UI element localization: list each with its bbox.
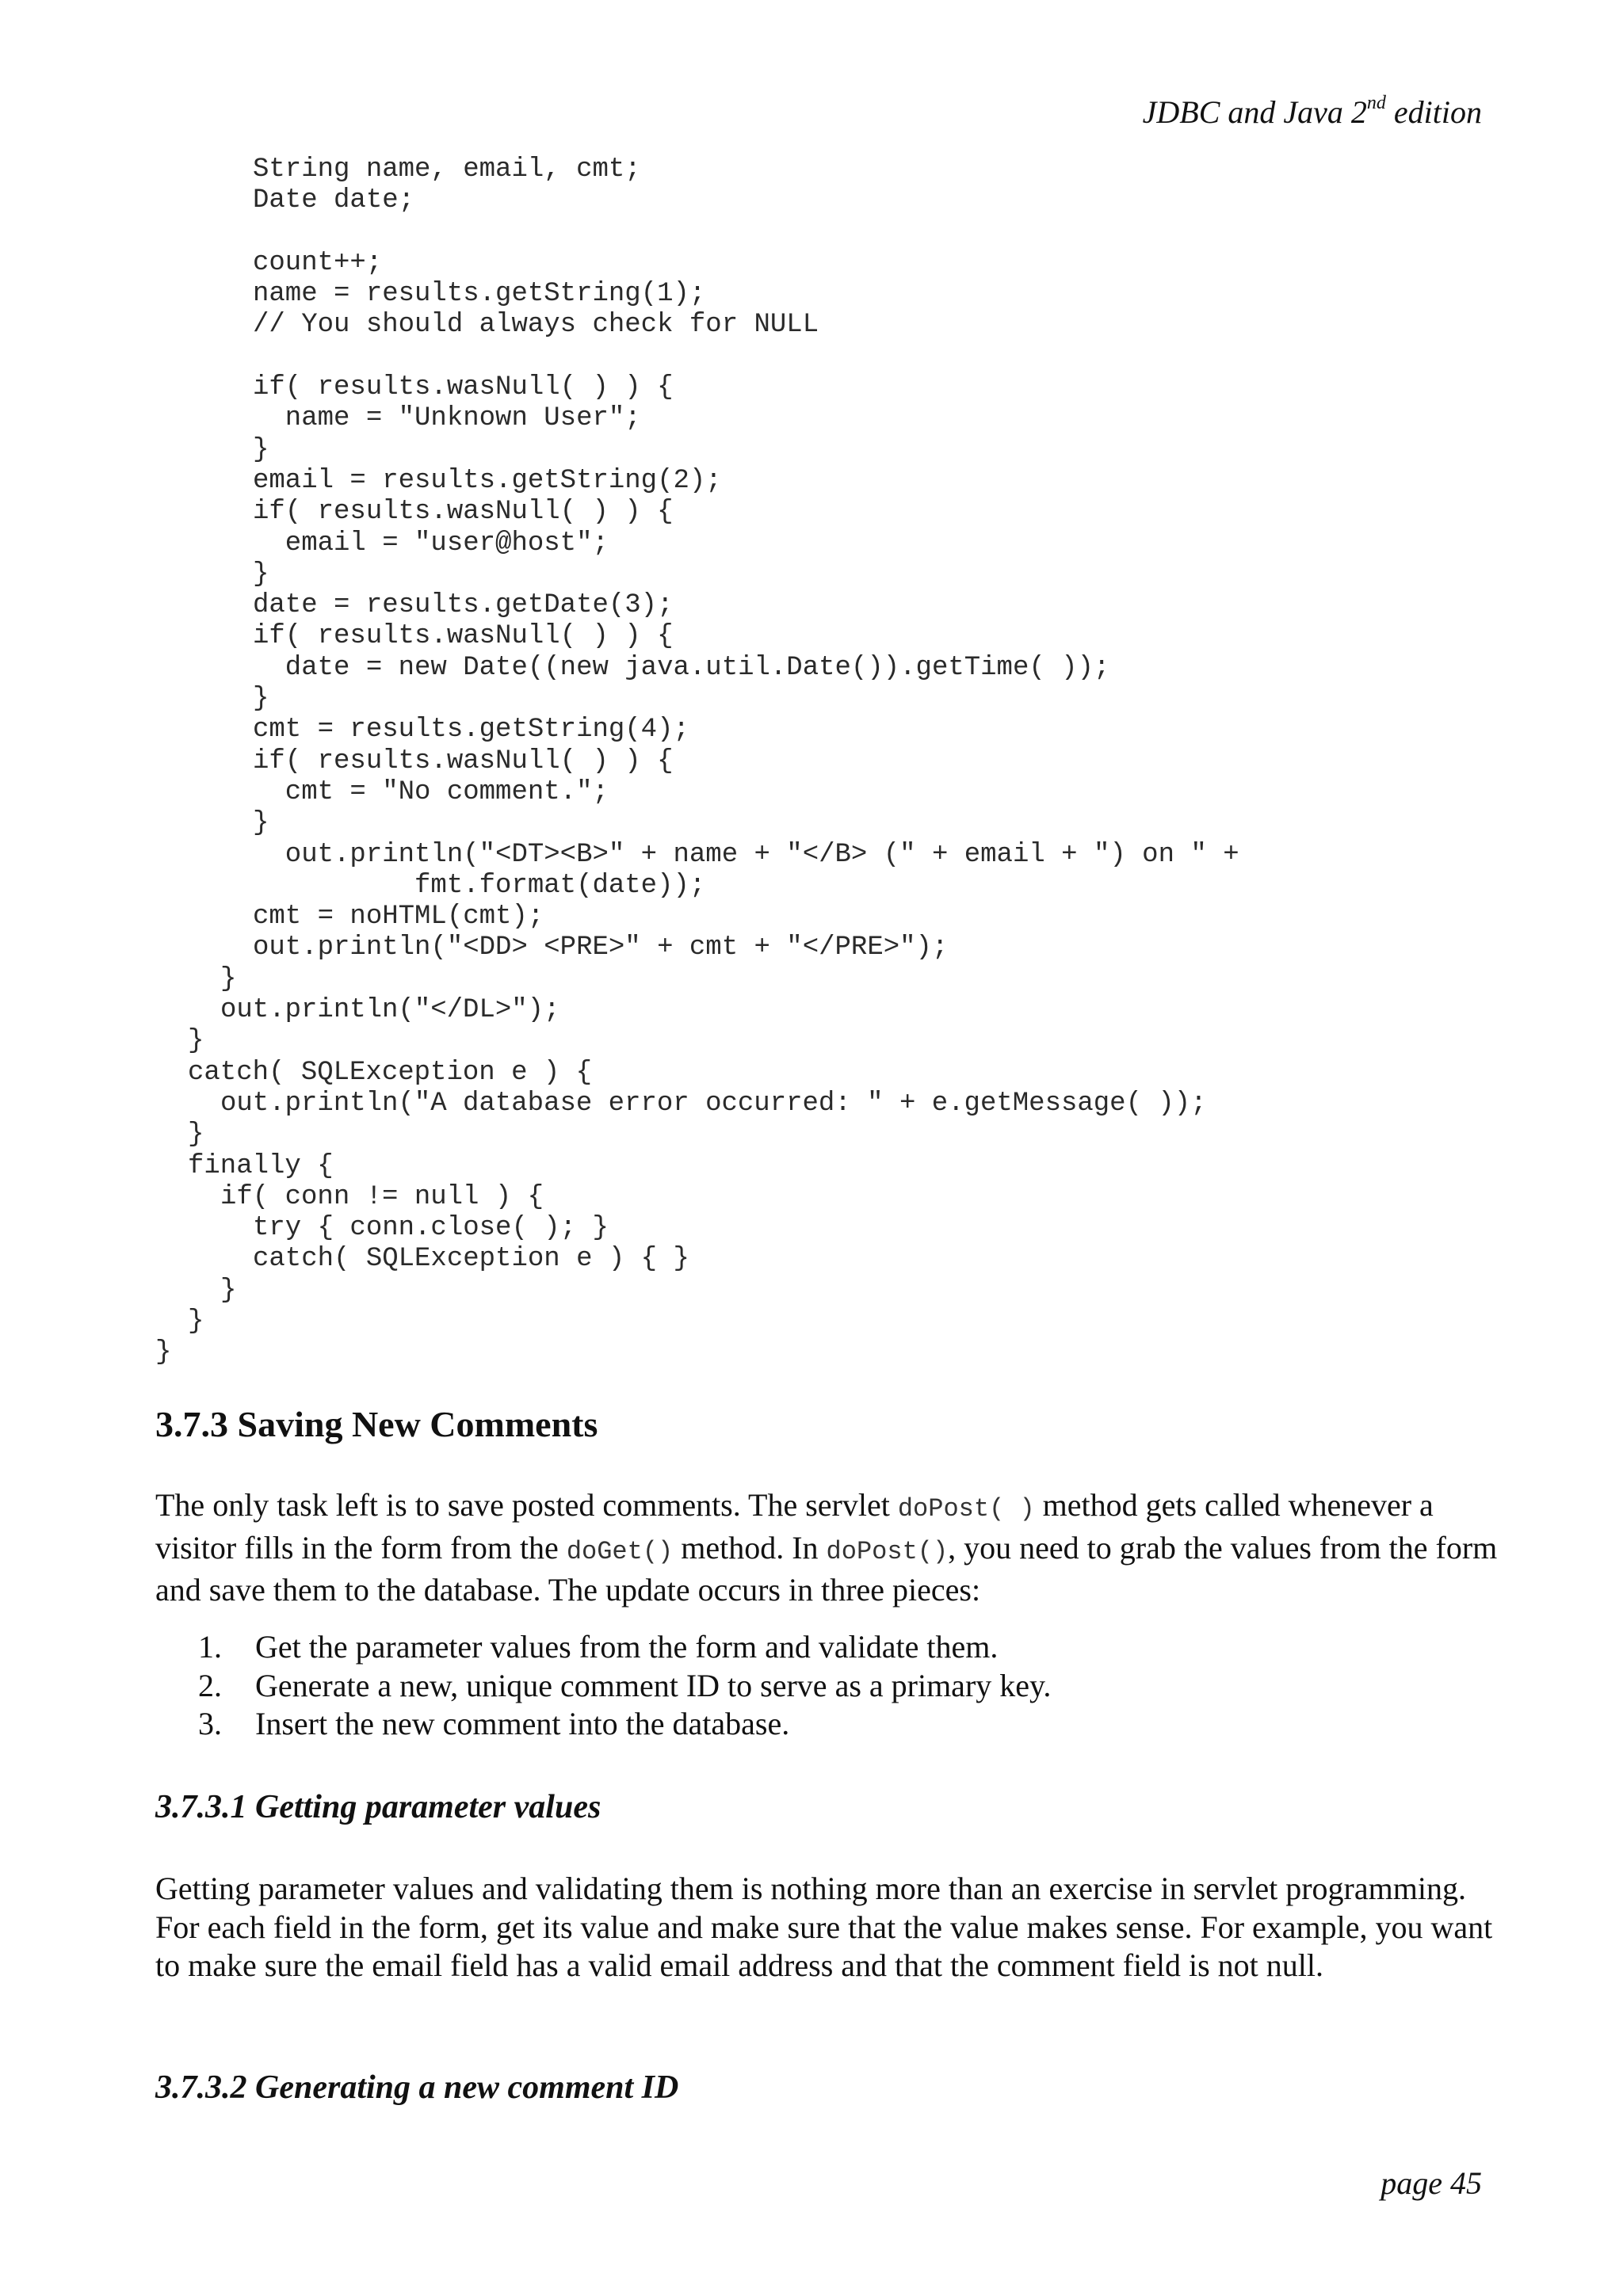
- list-item-text: Get the parameter values from the form and validate them.: [255, 1629, 999, 1665]
- code-line: }: [220, 1275, 237, 1306]
- code-line: cmt = results.getString(4);: [253, 715, 689, 746]
- subsection-heading: 3.7.3.2 Generating a new comment ID: [155, 2069, 679, 2106]
- paragraph-text: method gets called whenever a visitor fills in the form from the: [155, 1487, 1434, 1566]
- code-line: finally {: [188, 1150, 334, 1181]
- code-line: }: [253, 559, 269, 589]
- code-line: try { conn.close( ); }: [253, 1213, 609, 1244]
- list-item: [198, 1628, 1051, 1667]
- code-line: }: [253, 434, 269, 465]
- list-item-text: Generate a new, unique comment ID to serve as a primary key.: [255, 1667, 1052, 1703]
- code-line: if( results.wasNull( ) ) {: [253, 746, 674, 776]
- code-line: out.println("A database error occurred: " + e.getMessage( ));: [220, 1088, 1207, 1119]
- code-line: out.println("</DL>");: [220, 995, 560, 1026]
- header-title: JDBC and Java 2: [1142, 94, 1367, 130]
- code-line: count++;: [253, 247, 383, 278]
- code-line: Date date;: [253, 185, 415, 216]
- code-line: if( results.wasNull( ) ) {: [253, 621, 674, 652]
- header-title-tail: edition: [1385, 94, 1482, 130]
- code-line: catch( SQLException e ) {: [188, 1057, 593, 1088]
- code-line: catch( SQLException e ) { }: [253, 1244, 689, 1275]
- page-number: page 45: [1381, 2165, 1482, 2201]
- inline-code-dopost: doPost( ): [897, 1494, 1035, 1524]
- code-line: String name, email, cmt;: [253, 154, 641, 185]
- code-line: out.println("<DT><B>" + name + "</B> (" + email + ") on " +: [253, 839, 1239, 870]
- code-line: }: [253, 684, 269, 715]
- code-line: date = new Date((new java.util.Date()).getTime( ));: [253, 652, 1110, 683]
- code-line: [155, 217, 1239, 248]
- code-line: }: [188, 1026, 204, 1057]
- steps-list: [198, 1628, 1051, 1744]
- code-line: name = results.getString(1);: [253, 279, 706, 310]
- section-heading: 3.7.3 Saving New Comments: [155, 1404, 598, 1444]
- paragraph-text: The only task left is to save posted comments. The servlet: [155, 1487, 898, 1523]
- list-number: 3.: [198, 1706, 222, 1742]
- code-line: // You should always check for NULL: [253, 310, 819, 341]
- code-listing: [155, 154, 1239, 1400]
- code-line: cmt = noHTML(cmt);: [253, 902, 544, 933]
- code-line: name = "Unknown User";: [253, 403, 641, 434]
- list-item: [198, 1667, 1051, 1706]
- code-line: email = "user@host";: [253, 528, 609, 559]
- code-line: if( results.wasNull( ) ) {: [253, 497, 674, 528]
- code-line: }: [155, 1337, 172, 1368]
- code-line: if( conn != null ) {: [220, 1181, 544, 1212]
- running-header: [1143, 93, 1482, 132]
- intro-paragraph: [155, 1486, 1503, 1610]
- subsection-heading: 3.7.3.1 Getting parameter values: [155, 1789, 601, 1825]
- header-superscript: nd: [1366, 93, 1386, 113]
- code-line: }: [220, 963, 237, 994]
- list-item: [198, 1705, 1051, 1744]
- code-line: out.println("<DD> <PRE>" + cmt + "</PRE>");: [253, 933, 949, 963]
- code-line: cmt = "No comment.";: [253, 776, 609, 807]
- paragraph-text: , you need to grab the values from the form and save them to the database. The update occurs in three pieces:: [155, 1529, 1498, 1608]
- code-line: email = results.getString(2);: [253, 465, 722, 496]
- paragraph-text: method. In: [673, 1529, 827, 1566]
- list-item-text: Insert the new comment into the database.: [255, 1706, 790, 1742]
- code-line: date = results.getDate(3);: [253, 590, 674, 621]
- code-line: fmt.format(date));: [253, 870, 706, 901]
- inline-code-doget: doGet(): [566, 1536, 674, 1566]
- code-line: [155, 341, 1239, 372]
- code-line: if( results.wasNull( ) ) {: [253, 372, 674, 403]
- code-line: }: [188, 1306, 204, 1337]
- code-line: }: [253, 808, 269, 839]
- list-number: 2.: [198, 1667, 222, 1703]
- body-paragraph: Getting parameter values and validating them is nothing more than an exercise in servlet programming. For each field in the form, get its value and make sure that the value makes sense. For example, you want to make sure the email field has a valid email address and that the comment field is not null.: [155, 1871, 1493, 1984]
- list-number: 1.: [198, 1629, 222, 1665]
- inline-code-dopost: doPost(): [826, 1536, 949, 1566]
- code-line: }: [188, 1119, 204, 1150]
